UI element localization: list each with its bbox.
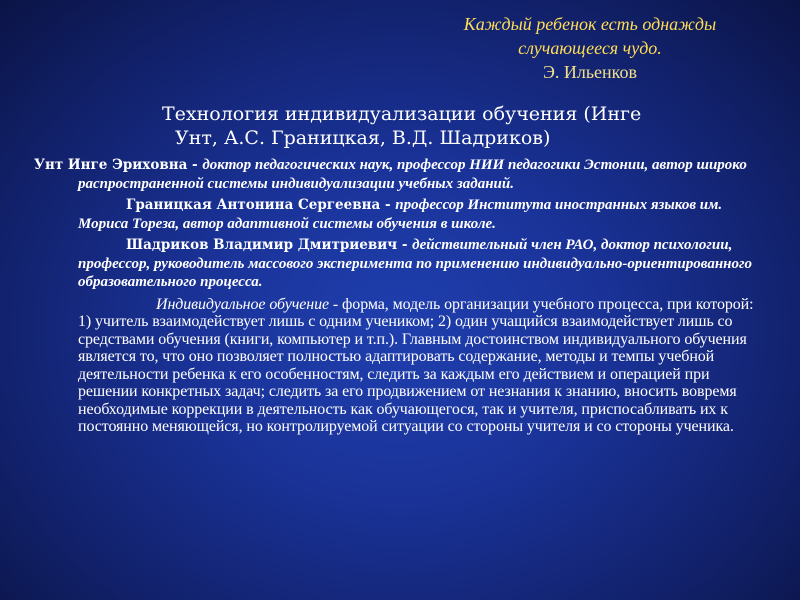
person-description: доктор педагогических наук, профессор НИИ педагогики Эстонии, автор широко распространенной системы индивидуализации учебных заданий. <box>78 157 747 192</box>
epigraph-quote-line-2: случающееся чудо. <box>518 38 662 58</box>
epigraph-quote-line-1: Каждый ребенок есть однажды <box>463 14 717 34</box>
slide-title-line-2: Унт, А.С. Границкая, В.Д. Шадриков) <box>175 127 551 149</box>
person-description: профессор Института иностранных языков им. Мориса Тореза, автор адаптивной системы обучения в школе. <box>78 197 723 232</box>
person-name: Унт Инге Эриховна - <box>34 157 203 173</box>
person-name: Шадриков Владимир Дмитриевич - <box>126 237 413 253</box>
person-description: действительный член РАО, доктор психологии, профессор, руководитель массового эксперимента по применению индивидуально-ориентированного образовательного процесса. <box>78 237 753 290</box>
slide-title <box>150 102 750 150</box>
slide-title-line-1: Технология индивидуализации обучения (Инге <box>162 103 642 125</box>
person-name: Границкая Антонина Сергеевна - <box>126 197 396 213</box>
definition-term: Индивидуальное обучение <box>156 295 330 313</box>
person-paragraph-granitskaya <box>34 196 754 233</box>
person-paragraph-shadrikov <box>34 236 754 292</box>
slide-body <box>34 156 754 436</box>
person-paragraph-unt <box>34 156 754 193</box>
definition-paragraph <box>34 296 754 436</box>
definition-text: - форма, модель организации учебного процесса, при которой: 1) учитель взаимодействует лишь с одним учеником; 2) один учащийся взаимодействует лишь со средствами обучения (книги, компьютер и т.п.). Главным достоинством индивидуального обучения является то, что оно позволяет полностью адаптировать содержание, методы и темпы учебной деятельности ребенка к его особенностям, следить за каждым его действием и операцией при решении конкретных задач; следить за его продвижением от незнания к знанию, вносить вовремя необходимые коррекции в деятельность как обучающегося, так и учителя, приспосабливать их к постоянно меняющейся, но контролируемой ситуации со стороны учителя и со стороны ученика. <box>78 295 754 435</box>
epigraph-author: Э. Ильенков <box>542 62 638 82</box>
epigraph <box>400 12 780 84</box>
